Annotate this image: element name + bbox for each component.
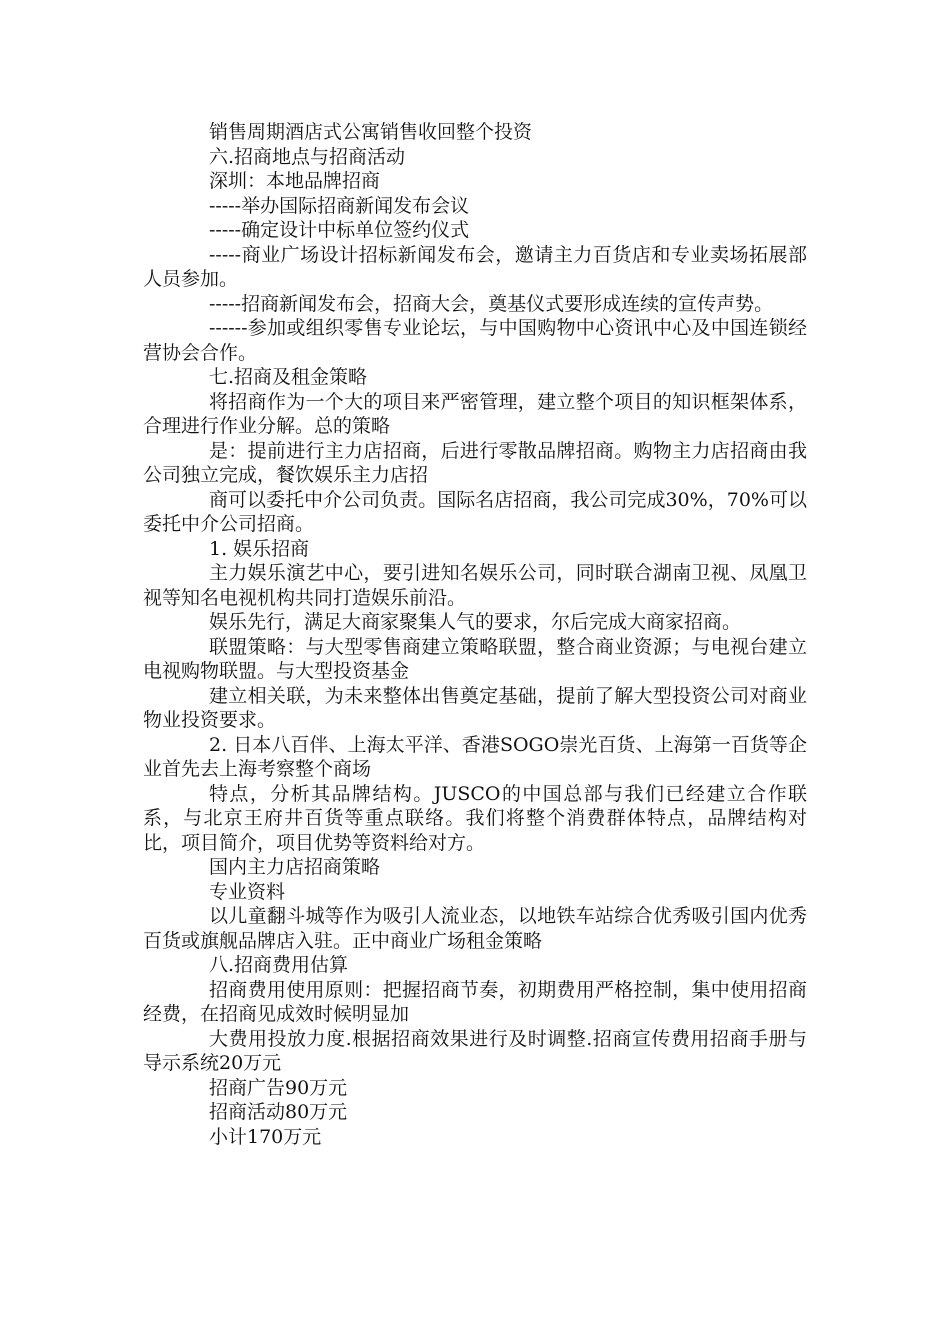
paragraph: 国内主力店招商策略 <box>209 856 381 878</box>
paragraph: 大费用投放力度.根据招商效果进行及时调整.招商宣传费用招商手册与导示系统20万元 <box>143 1027 807 1074</box>
budget-line: 招商活动80万元 <box>209 1101 348 1123</box>
paragraph: 娱乐先行，满足大商家聚集人气的要求，尔后完成大商家招商。 <box>209 611 742 633</box>
budget-subtotal: 小计170万元 <box>209 1125 322 1148</box>
section-heading: 七.招商及租金策略 <box>209 366 368 388</box>
paragraph: 是：提前进行主力店招商，后进行零散品牌招商。购物主力店招商由我公司独立完成，餐饮娱乐主力店招 <box>143 439 807 486</box>
paragraph: ------参加或组织零售专业论坛，与中国购物中心资讯中心及中国连锁经营协会合作。 <box>143 317 807 364</box>
paragraph: 2. 日本八百伴、上海太平洋、香港SOGO崇光百货、上海第一百货等企业首先去上海考察整个商场 <box>143 733 807 780</box>
paragraph: 专业资料 <box>209 880 286 903</box>
paragraph: -----商业广场设计招标新闻发布会，邀请主力百货店和专业卖场拓展部人员参加。 <box>143 243 807 290</box>
paragraph: 主力娱乐演艺中心，要引进知名娱乐公司，同时联合湖南卫视、凤凰卫视等知名电视机构共同打造娱乐前沿。 <box>143 562 807 609</box>
paragraph: 建立相关联，为未来整体出售奠定基础，提前了解大型投资公司对商业物业投资要求。 <box>143 684 807 731</box>
subsection-heading: 1. 娱乐招商 <box>209 537 310 560</box>
paragraph: 以儿童翻斗城等作为吸引人流业态，以地铁车站综合优秀吸引国内优秀百货或旗舰品牌店入驻。正中商业广场租金策略 <box>143 905 807 952</box>
section-heading: 八.招商费用估算 <box>209 954 349 976</box>
paragraph: -----招商新闻发布会，招商大会，奠基仪式要形成连续的宣传声势。 <box>209 292 774 315</box>
paragraph: -----确定设计中标单位签约仪式 <box>209 219 470 241</box>
paragraph: 销售周期酒店式公寓销售收回整个投资 <box>209 121 533 143</box>
document-body <box>143 120 807 1149</box>
paragraph: -----举办国际招商新闻发布会议 <box>209 194 470 217</box>
section-heading: 六.招商地点与招商活动 <box>209 145 406 168</box>
paragraph: 招商费用使用原则：把握招商节奏，初期费用严格控制，集中使用招商经费，在招商见成效时候明显加 <box>143 978 807 1025</box>
paragraph: 商可以委托中介公司负责。国际名店招商，我公司完成30%，70%可以委托中介公司招商。 <box>143 488 807 535</box>
paragraph: 特点，分析其品牌结构。JUSCO的中国总部与我们已经建立合作联系，与北京王府井百货等重点联络。我们将整个消费群体特点，品牌结构对比，项目简介，项目优势等资料给对方。 <box>143 782 807 854</box>
paragraph: 深圳：本地品牌招商 <box>209 170 381 192</box>
budget-line: 招商广告90万元 <box>209 1076 348 1099</box>
paragraph: 联盟策略：与大型零售商建立策略联盟，整合商业资源；与电视台建立电视购物联盟。与大型投资基金 <box>143 635 807 682</box>
paragraph: 将招商作为一个大的项目来严密管理，建立整个项目的知识框架体系，合理进行作业分解。总的策略 <box>143 390 807 437</box>
